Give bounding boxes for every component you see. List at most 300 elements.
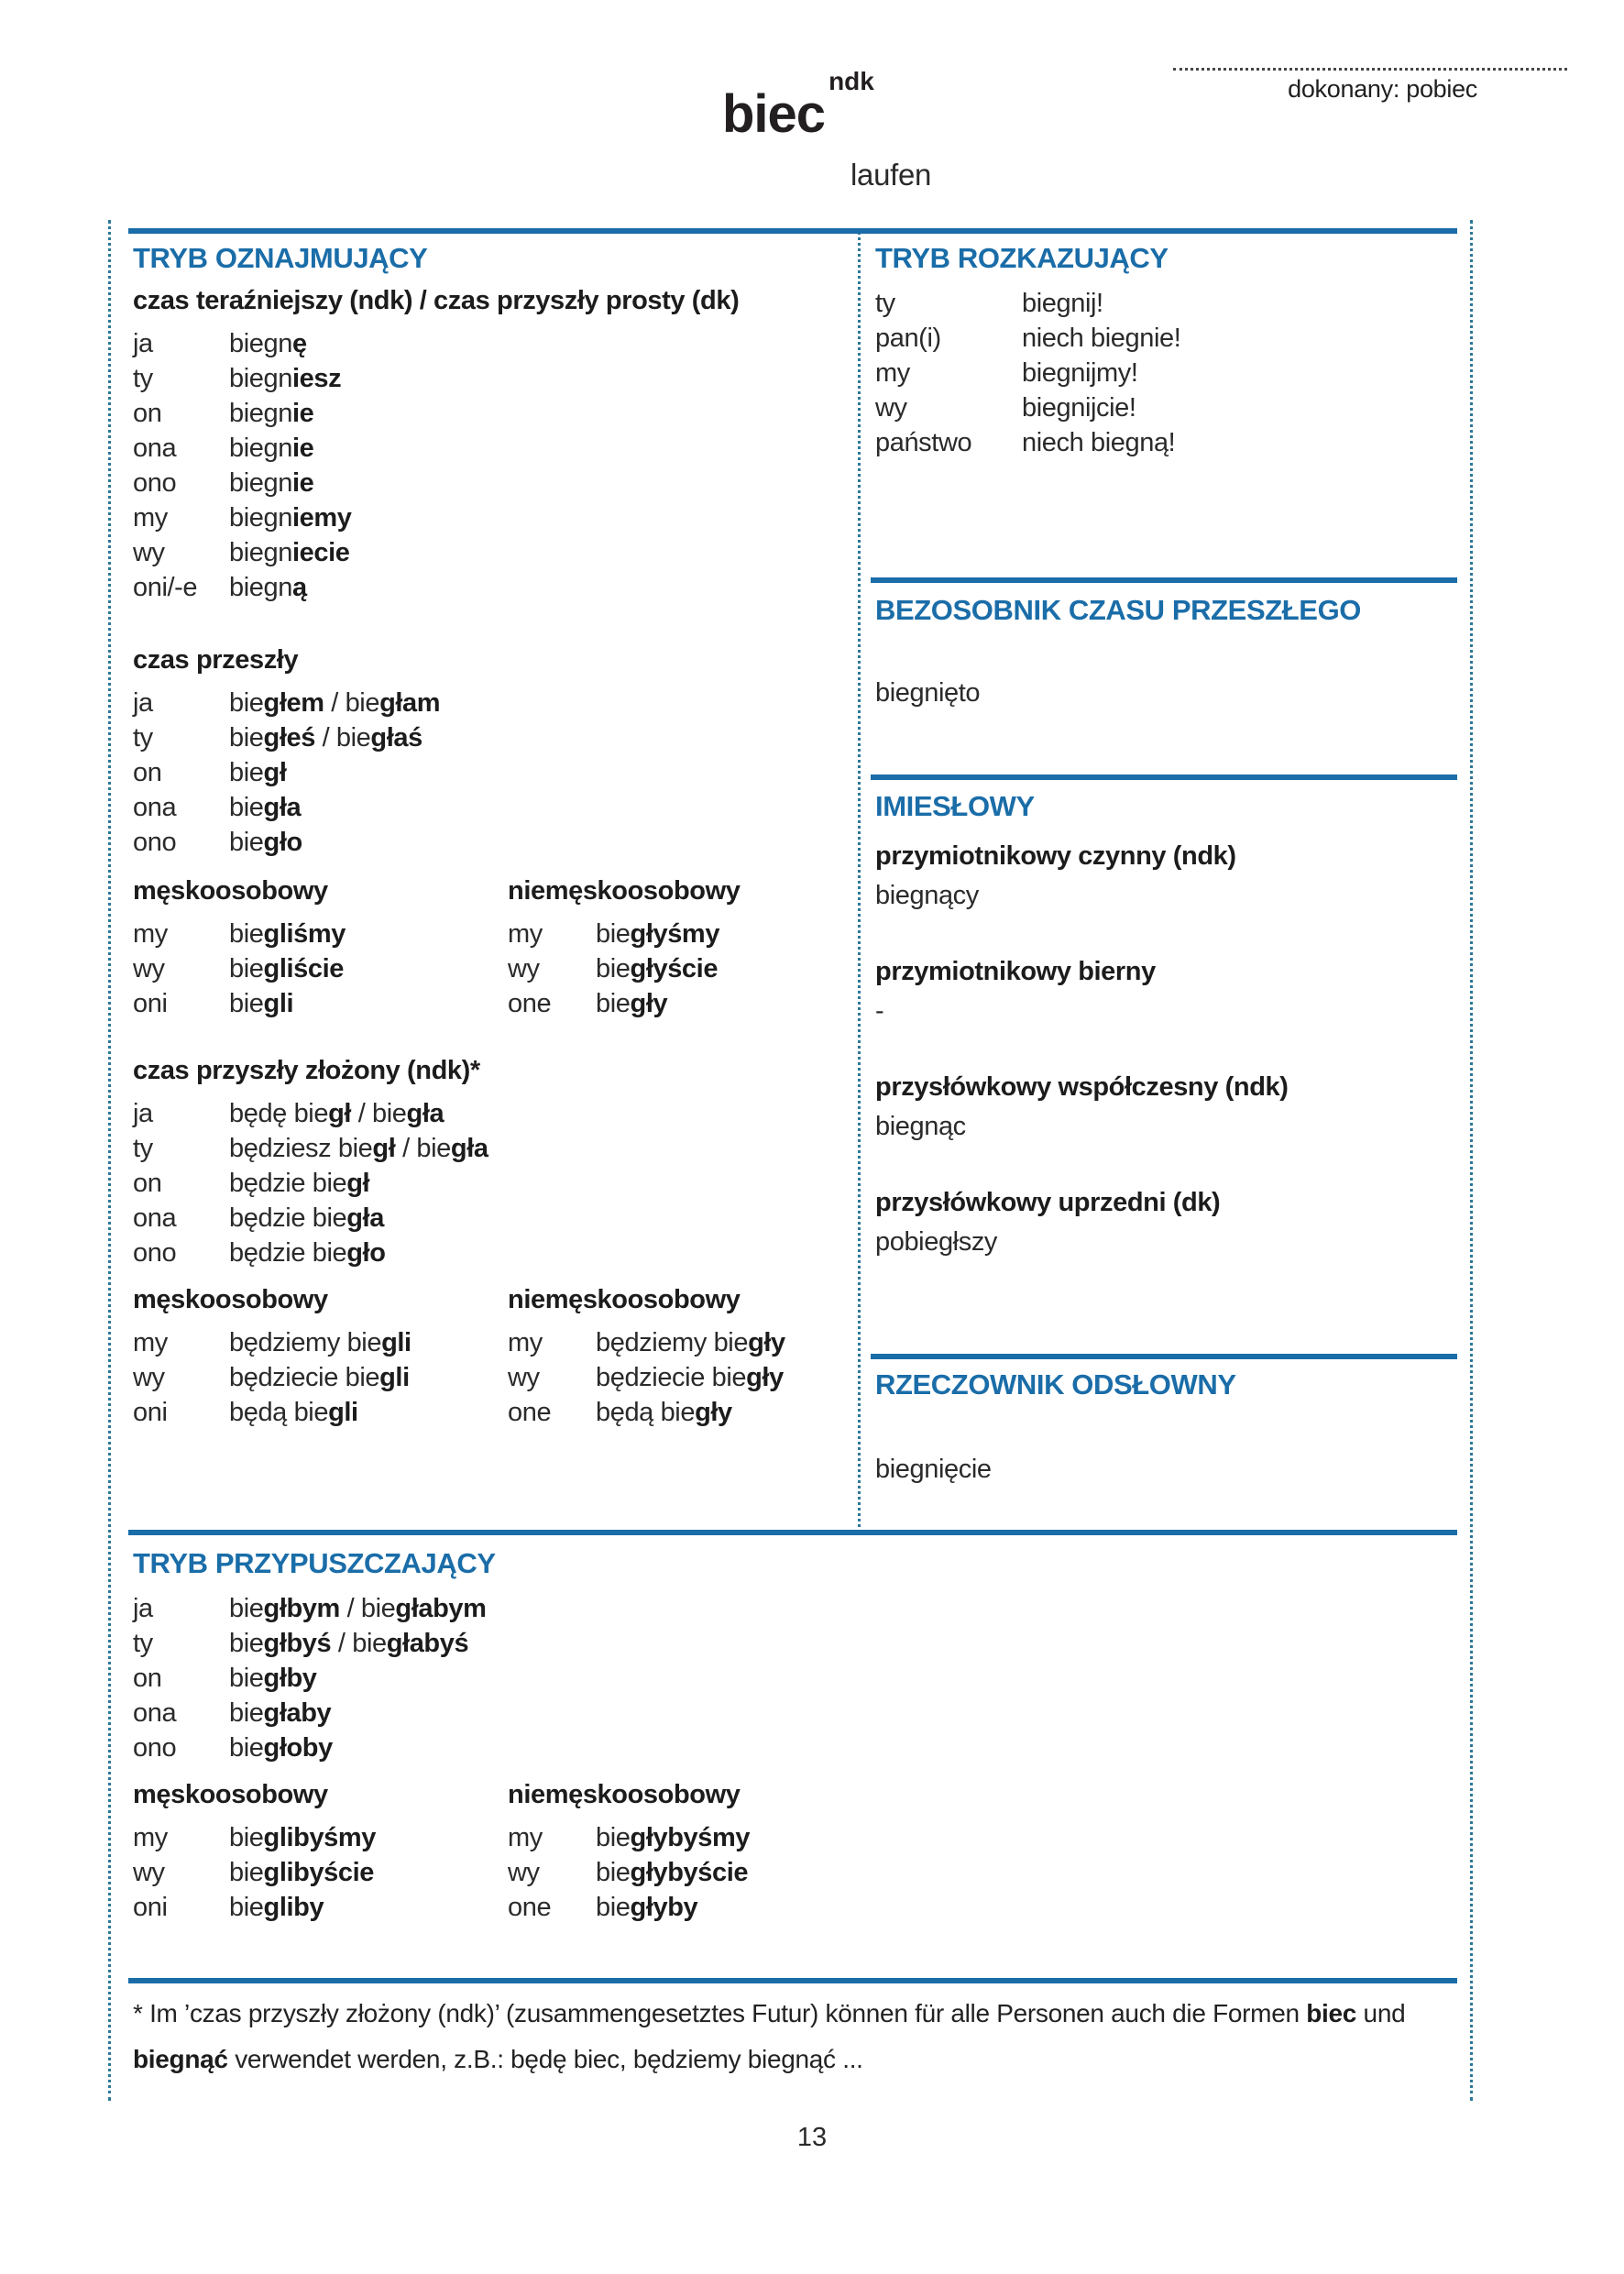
person-label: pan(i): [875, 324, 941, 353]
conditional-nonmasculine-rows: [508, 1820, 852, 1925]
person-label: ja: [133, 688, 153, 718]
person-label: on: [133, 758, 162, 787]
verb-ending-bold: gły: [695, 1398, 732, 1427]
masculine-personal-label: [133, 1776, 481, 1820]
verb-ending-bold: gliby: [263, 1893, 324, 1922]
conditional-nonmasculine-column: [508, 1776, 852, 1925]
text-segment: biegn: [229, 468, 292, 498]
conjugation-row: [508, 1325, 852, 1360]
verb-form: [229, 1166, 369, 1201]
verb-form: [596, 1325, 785, 1360]
verb-form: biegnijcie!: [1022, 393, 1136, 423]
verb-ending-bold: gł: [346, 1169, 370, 1198]
conjugation-row: [133, 1166, 852, 1201]
person-label: ono: [133, 1733, 177, 1763]
participle-passive-adjectival-label: [875, 953, 1156, 997]
imperative-rows: [875, 286, 1462, 460]
verb-form: [229, 431, 313, 466]
verb-ending-bold: gła: [263, 793, 302, 822]
verb-form: [229, 1591, 487, 1626]
verb-form: [229, 720, 422, 755]
conjugation-row: [508, 1395, 852, 1430]
verb-form: [229, 1855, 374, 1890]
imperative-block: [875, 286, 1462, 460]
text-segment: bie: [229, 989, 264, 1018]
conjugation-row: [133, 1395, 481, 1430]
text-segment: będziecie bie: [229, 1363, 380, 1392]
verb-ending-bold: głaby: [263, 1698, 332, 1728]
page-border-left: [108, 220, 111, 2101]
participles-bottom-rule: [871, 1354, 1457, 1359]
text-segment: bie: [596, 1893, 631, 1922]
past-masculine-column: [133, 873, 481, 1021]
person-label: ty: [133, 1629, 153, 1658]
verb-form: [229, 686, 440, 720]
verb-form: [229, 1730, 333, 1765]
verb-ending-bold: gli: [263, 989, 294, 1018]
person-label: my: [508, 1823, 543, 1852]
verb-title-text: biec: [722, 84, 826, 144]
verb-ending-bold: przysłówkowy uprzedni (dk): [875, 1188, 1221, 1217]
text-segment: * Im ’czas przyszły złożony (ndk)’ (zusammengesetztes Futur) können für alle Personen auch die Formen: [133, 1999, 1307, 2027]
person-label: ona: [133, 434, 177, 463]
conjugation-row: [508, 917, 852, 951]
text-segment: bie: [229, 793, 264, 822]
conjugation-row: [875, 286, 1462, 321]
verb-ending-bold: głabym: [395, 1594, 487, 1623]
person-label: ono: [133, 468, 177, 498]
text-segment: bie: [229, 919, 264, 949]
text-segment: / bie: [314, 723, 371, 753]
verb-form: [229, 1890, 324, 1925]
verb-ending-bold: glibyście: [263, 1858, 375, 1887]
conjugation-row: [133, 790, 852, 825]
section-heading-participles: IMIESŁOWY: [875, 790, 1035, 822]
section-heading-verbal-noun: RZECZOWNIK ODSŁOWNY: [875, 1368, 1236, 1401]
german-translation: laufen: [850, 158, 932, 192]
verb-ending-bold: głabyś: [386, 1629, 469, 1658]
verb-form: biegnij!: [1022, 289, 1103, 318]
verb-ending-bold: ie: [291, 434, 314, 463]
conditional-singular-block: [133, 1591, 852, 1765]
section-heading-conditional: TRYB PRZYPUSZCZAJĄCY: [133, 1547, 496, 1579]
future-compound-rows: [133, 1096, 852, 1270]
person-label: wy: [133, 954, 165, 983]
verb-ending-bold: głeś: [263, 723, 315, 753]
verb-form: [596, 1395, 732, 1430]
verb-ending-bold: gły: [630, 989, 668, 1018]
verb-ending-bold: iesz: [291, 364, 342, 393]
header-divider-dotted: [1173, 68, 1567, 71]
person-label: ona: [133, 1698, 177, 1728]
past-nonmasculine-rows: [508, 917, 852, 1021]
text-segment: / bie: [331, 1629, 387, 1658]
verb-form: biegnijmy!: [1022, 358, 1138, 388]
participle-passive-adjectival-form: -: [875, 996, 884, 1026]
verb-ending-bold: ie: [291, 399, 314, 428]
verb-form: [229, 1696, 331, 1730]
verb-form: [229, 326, 307, 361]
text-segment: bie: [229, 1629, 264, 1658]
text-segment: bie: [596, 989, 631, 1018]
footnote: [133, 1991, 1460, 2082]
conjugation-row: [133, 361, 852, 396]
conjugation-row: [133, 1131, 852, 1166]
page-number: 13: [796, 2123, 828, 2152]
future-compound-block: [133, 1052, 852, 1270]
nonmasculine-personal-label: [508, 1776, 852, 1820]
future-compound-label: [133, 1052, 852, 1096]
person-label: on: [133, 1169, 162, 1198]
text-segment: będę bie: [229, 1099, 329, 1128]
conjugation-row: [875, 321, 1462, 356]
person-label: ja: [133, 329, 153, 358]
mid-rule: [128, 1530, 1457, 1535]
verb-ending-bold: głem: [263, 688, 324, 718]
present-tense-rows: [133, 326, 852, 605]
verb-ending-bold: niemęskoosobowy: [508, 1285, 741, 1314]
nonmasculine-personal-label: [508, 873, 852, 917]
verb-ending-bold: gło: [263, 828, 302, 857]
verb-ending-bold: głbyś: [263, 1629, 332, 1658]
verb-form: [596, 951, 718, 986]
text-segment: będziemy bie: [229, 1328, 382, 1357]
past-tense-label: [133, 642, 852, 686]
text-segment: bie: [229, 1594, 264, 1623]
conjugation-row: [133, 500, 852, 535]
conjugation-row: [133, 1696, 852, 1730]
footnote-rule: [128, 1978, 1457, 1983]
verb-ending-bold: czas przeszły: [133, 645, 299, 675]
text-segment: biegn: [229, 538, 292, 567]
page-border-right: [1470, 220, 1473, 2101]
participle-active-adjectival-label: [875, 838, 1236, 882]
future-masculine-rows: [133, 1325, 481, 1430]
text-segment: będzie bie: [229, 1169, 347, 1198]
person-label: wy: [508, 1363, 540, 1392]
section-heading-imperative: TRYB ROZKAZUJĄCY: [875, 242, 1169, 274]
verb-ending-bold: gliście: [263, 954, 344, 983]
person-label: ty: [133, 364, 153, 393]
future-nonmasculine-rows: [508, 1325, 852, 1430]
participle-anterior-adverbial-form: pobiegłszy: [875, 1227, 998, 1257]
conjugation-row: [133, 1096, 852, 1131]
conjugation-row: [508, 986, 852, 1021]
conjugation-row: [133, 326, 852, 361]
text-segment: bie: [596, 919, 631, 949]
text-segment: bie: [596, 1858, 631, 1887]
conjugation-row: [508, 1360, 852, 1395]
conjugation-row: [133, 570, 852, 605]
conjugation-row: [133, 396, 852, 431]
person-label: oni: [133, 1893, 168, 1922]
conditional-singular-rows: [133, 1591, 852, 1765]
conjugation-row: [133, 1730, 852, 1765]
verb-ending-bold: gł: [263, 758, 287, 787]
verb-ending-bold: gli: [328, 1398, 358, 1427]
verb-ending-bold: gła: [346, 1203, 384, 1233]
verb-ending-bold: czas przyszły złożony (ndk): [133, 1056, 470, 1085]
person-label: ty: [133, 723, 153, 753]
verb-form: niech biegnie!: [1022, 324, 1181, 353]
verb-form: [229, 500, 351, 535]
imperative-bottom-rule: [871, 577, 1457, 583]
top-rule: [128, 228, 1457, 234]
verb-ending-bold: niemęskoosobowy: [508, 1780, 741, 1809]
conjugation-row: [133, 1236, 852, 1270]
text-segment: bie: [596, 954, 631, 983]
verb-ending-bold: przymiotnikowy czynny (ndk): [875, 841, 1236, 871]
person-label: on: [133, 1664, 162, 1693]
person-label: my: [875, 358, 910, 388]
participle-contemporary-adverbial-label: [875, 1069, 1289, 1113]
impersonal-form: biegnięto: [875, 678, 981, 708]
future-nonmasculine-column: [508, 1281, 852, 1430]
text-segment: będą bie: [596, 1398, 696, 1427]
verb-ending-bold: męskoosobowy: [133, 1780, 328, 1809]
person-label: ono: [133, 1238, 177, 1268]
conjugation-row: [133, 1661, 852, 1696]
verb-ending-bold: gł: [328, 1099, 352, 1128]
text-segment: / bie: [339, 1594, 396, 1623]
conjugation-row: [133, 1855, 481, 1890]
conjugation-row: [508, 1855, 852, 1890]
text-segment: będziemy bie: [596, 1328, 749, 1357]
verb-ending-bold: głoby: [263, 1733, 333, 1763]
participle-contemporary-adverbial-form: biegnąc: [875, 1112, 966, 1141]
verb-ending-bold: głyby: [630, 1893, 698, 1922]
verb-ending-bold: ą: [291, 573, 307, 602]
text-segment: verwendet werden, z.B.: będę biec, będziemy biegnąć ...: [227, 2045, 863, 2073]
verb-ending-bold: męskoosobowy: [133, 1285, 328, 1314]
person-label: wy: [875, 393, 907, 423]
verb-ending-bold: przymiotnikowy bierny: [875, 957, 1156, 986]
verb-form: [229, 1131, 488, 1166]
verb-ending-bold: gli: [379, 1363, 410, 1392]
text-segment: biegn: [229, 329, 292, 358]
verb-form: [229, 361, 341, 396]
perfective-reference-note: dokonany: pobiec: [1288, 75, 1477, 103]
person-label: ona: [133, 1203, 177, 1233]
verb-ending-bold: głyście: [630, 954, 719, 983]
person-label: wy: [508, 954, 540, 983]
conjugation-row: [508, 1820, 852, 1855]
conjugation-row: [133, 755, 852, 790]
verb-form: [229, 917, 346, 951]
verb-form: [229, 1395, 358, 1430]
verb-ending-bold: gła: [450, 1134, 488, 1163]
conjugation-row: [133, 1325, 481, 1360]
verb-ending-bold: głby: [263, 1664, 317, 1693]
verb-ending-bold: iemy: [291, 503, 352, 533]
verb-form: [229, 951, 344, 986]
text-segment: bie: [229, 723, 264, 753]
person-label: my: [508, 919, 543, 949]
text-segment: *: [469, 1056, 480, 1085]
verb-form: [229, 535, 349, 570]
person-label: ja: [133, 1099, 153, 1128]
verb-form: [229, 986, 293, 1021]
text-segment: bie: [229, 1733, 264, 1763]
conjugation-row: [133, 431, 852, 466]
text-segment: bie: [229, 758, 264, 787]
verb-form: niech biegną!: [1022, 428, 1176, 457]
conjugation-row: [133, 720, 852, 755]
verb-ending-bold: głyśmy: [630, 919, 720, 949]
verb-form: [229, 1360, 410, 1395]
person-label: my: [133, 919, 168, 949]
conjugation-row: [133, 1626, 852, 1661]
text-segment: bie: [229, 828, 264, 857]
verb-form: [229, 396, 313, 431]
verb-ending-bold: gliśmy: [263, 919, 346, 949]
person-label: my: [508, 1328, 543, 1357]
past-tense-block: [133, 642, 852, 860]
present-tense-block: [133, 282, 852, 605]
verb-ending-bold: ę: [291, 329, 307, 358]
verb-ending-bold: głybyśmy: [630, 1823, 751, 1852]
person-label: my: [133, 1823, 168, 1852]
past-nonmasculine-column: [508, 873, 852, 1021]
person-label: ona: [133, 793, 177, 822]
verb-form: [229, 1201, 384, 1236]
conjugation-row: [133, 825, 852, 860]
conjugation-row: [875, 390, 1462, 425]
person-label: one: [508, 1893, 552, 1922]
text-segment: bie: [229, 1893, 264, 1922]
text-segment: / bie: [324, 688, 380, 718]
conjugation-row: [875, 356, 1462, 390]
verb-ending-bold: gły: [746, 1363, 784, 1392]
person-label: on: [133, 399, 162, 428]
conjugation-row: [133, 986, 481, 1021]
verb-form: [229, 1626, 468, 1661]
text-segment: bie: [229, 688, 264, 718]
verb-ending-bold: gły: [748, 1328, 785, 1357]
person-label: oni: [133, 989, 168, 1018]
verb-form: [229, 825, 302, 860]
past-tense-rows: [133, 686, 852, 860]
conjugation-row: [133, 1360, 481, 1395]
verb-form: [596, 917, 719, 951]
text-segment: biegn: [229, 399, 292, 428]
verb-ending-bold: gli: [381, 1328, 411, 1357]
conjugation-row: [133, 951, 481, 986]
verb-ending-bold: przysłówkowy współczesny (ndk): [875, 1072, 1289, 1102]
participle-active-adjectival-form: biegnący: [875, 881, 979, 910]
conjugation-row: [508, 1890, 852, 1925]
verb-form: [229, 1096, 444, 1131]
conditional-masculine-column: [133, 1776, 481, 1925]
text-segment: / bie: [351, 1099, 407, 1128]
verb-form: [229, 1236, 386, 1270]
verb-ending-bold: gł: [372, 1134, 396, 1163]
verb-ending-bold: biegnąć: [133, 2045, 228, 2073]
conjugation-row: [133, 1591, 852, 1626]
verb-form: [229, 466, 313, 500]
verb-ending-bold: czas teraźniejszy (ndk) / czas przyszły prosty (dk): [133, 286, 740, 315]
verb-ending-bold: głam: [379, 688, 441, 718]
verb-ending-bold: głybyście: [630, 1858, 749, 1887]
impersonal-bottom-rule: [871, 774, 1457, 780]
person-label: oni/-e: [133, 573, 198, 602]
verb-ending-bold: głbym: [263, 1594, 340, 1623]
present-tense-label: [133, 282, 852, 326]
column-divider: [858, 232, 861, 1532]
person-label: ty: [133, 1134, 153, 1163]
person-label: wy: [133, 538, 165, 567]
verb-form: [229, 570, 307, 605]
verbal-noun-form: biegnięcie: [875, 1455, 992, 1484]
text-segment: biegn: [229, 573, 292, 602]
verb-form: [596, 1820, 750, 1855]
text-segment: biegn: [229, 364, 292, 393]
person-label: one: [508, 989, 552, 1018]
text-segment: będzie bie: [229, 1203, 347, 1233]
conjugation-row: [508, 951, 852, 986]
aspect-marker: ndk: [828, 66, 874, 95]
person-label: państwo: [875, 428, 972, 457]
section-heading-indicative: TRYB OZNAJMUJĄCY: [133, 242, 428, 274]
verb-form: [229, 1820, 376, 1855]
person-label: my: [133, 1328, 168, 1357]
text-segment: bie: [229, 1698, 264, 1728]
verb-form: [229, 1325, 411, 1360]
section-heading-impersonal: BEZOSOBNIK CZASU PRZESZŁEGO: [875, 594, 1362, 626]
verb-ending-bold: glibyśmy: [263, 1823, 377, 1852]
person-label: ja: [133, 1594, 153, 1623]
nonmasculine-personal-label: [508, 1281, 852, 1325]
verb-ending-bold: gła: [406, 1099, 444, 1128]
text-segment: będą bie: [229, 1398, 329, 1427]
text-segment: biegn: [229, 434, 292, 463]
verb-form: [596, 986, 667, 1021]
verb-title: [722, 66, 874, 144]
verb-ending-bold: biec: [1306, 1999, 1357, 2027]
text-segment: bie: [229, 954, 264, 983]
person-label: one: [508, 1398, 552, 1427]
verb-ending-bold: iecie: [291, 538, 350, 567]
conjugation-row: [133, 917, 481, 951]
verb-form: [596, 1890, 697, 1925]
text-segment: biegn: [229, 503, 292, 533]
verb-form: [229, 1661, 317, 1696]
person-label: oni: [133, 1398, 168, 1427]
conjugation-row: [133, 1890, 481, 1925]
verb-ending-bold: niemęskoosobowy: [508, 876, 741, 906]
participle-anterior-adverbial-label: [875, 1184, 1220, 1228]
text-segment: będziesz bie: [229, 1134, 373, 1163]
future-masculine-column: [133, 1281, 481, 1430]
conjugation-row: [875, 425, 1462, 460]
past-masculine-rows: [133, 917, 481, 1021]
text-segment: bie: [229, 1823, 264, 1852]
conjugation-row: [133, 1201, 852, 1236]
masculine-personal-label: [133, 1281, 481, 1325]
text-segment: bie: [229, 1664, 264, 1693]
verb-form: [229, 755, 286, 790]
text-segment: und: [1356, 1999, 1406, 2027]
verb-form: [596, 1855, 748, 1890]
verb-form: [229, 790, 301, 825]
text-segment: bie: [596, 1823, 631, 1852]
text-segment: będzie bie: [229, 1238, 347, 1268]
conjugation-row: [133, 466, 852, 500]
person-label: wy: [133, 1363, 165, 1392]
person-label: my: [133, 503, 168, 533]
conjugation-row: [133, 535, 852, 570]
person-label: wy: [133, 1858, 165, 1887]
